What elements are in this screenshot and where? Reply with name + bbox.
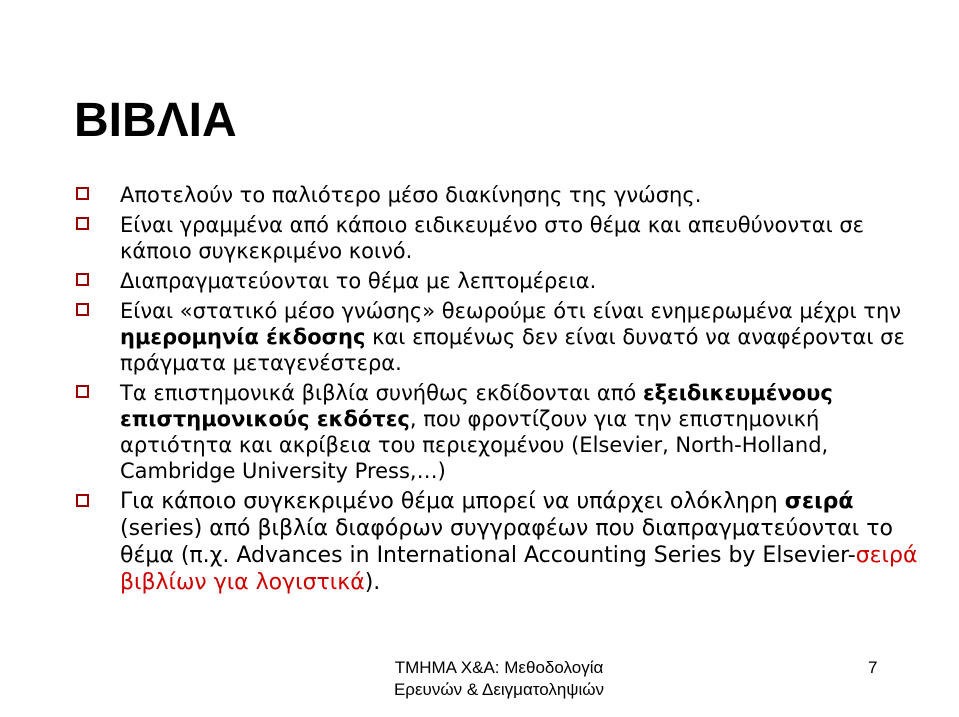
bullet-text-bold: ημερομηνία έκδοσης bbox=[120, 325, 366, 349]
footer-line-2: Ερευνών & Δειγματοληψιών bbox=[393, 680, 605, 699]
bullet-text-pre: Για κάποιο συγκεκριμένο θέμα μπορεί να υπάρχει ολόκληρη bbox=[120, 489, 785, 514]
bullet-text-post: , που φροντίζουν για την επιστημονική αρτιότητα και ακρίβεια του περιεχομένου (Elsevier, North-Holland, Cambridge University Press,…) bbox=[120, 407, 829, 483]
bullet-text-pre: Είναι «στατικό μέσο γνώσης» θεωρούμε ότι είναι ενημερωμένα μέχρι την bbox=[120, 299, 901, 323]
square-bullet-icon bbox=[76, 217, 89, 230]
footer-line-1: ΤΜΗΜΑ Χ&Α: Μεθοδολογία bbox=[394, 658, 604, 677]
bullet-text-post: (series) από βιβλία διαφόρων συγγραφέων που διαπραγματεύονται το θέμα (π.χ. Advances in International Accounting Series by Elsevier- bbox=[120, 516, 893, 568]
footer-text bbox=[369, 657, 629, 701]
bullet-text-bold: εξειδικευμένους επιστημονικούς εκδότες bbox=[120, 381, 833, 431]
bullet-text: Αποτελούν το παλιότερο μέσο διακίνησης της γνώσης. bbox=[120, 183, 702, 207]
bullet-text-highlight: σειρά βιβλίων για λογιστικά bbox=[120, 543, 918, 595]
bullet-text-pre: Τα επιστημονικά βιβλία συνήθως εκδίδονται από bbox=[120, 381, 643, 405]
list-item bbox=[72, 268, 932, 294]
list-item bbox=[72, 212, 932, 264]
list-item bbox=[72, 298, 932, 376]
square-bullet-icon bbox=[76, 303, 89, 316]
slide-title: ΒΙΒΛΙΑ bbox=[74, 94, 237, 147]
bullet-list bbox=[72, 182, 932, 600]
bullet-text: Διαπραγματεύονται το θέμα με λεπτομέρεια. bbox=[120, 269, 597, 293]
bullet-text-post: και επομένως δεν είναι δυνατό να αναφέρονται σε πράγματα μεταγενέστερα. bbox=[120, 325, 905, 375]
list-item bbox=[72, 380, 932, 484]
square-bullet-icon bbox=[76, 494, 89, 507]
square-bullet-icon bbox=[76, 273, 89, 286]
bullet-text-bold: σειρά bbox=[784, 489, 854, 514]
page-number: 7 bbox=[868, 658, 878, 677]
list-item bbox=[72, 488, 932, 596]
bullet-text-end: ). bbox=[364, 570, 381, 595]
list-item bbox=[72, 182, 932, 208]
square-bullet-icon bbox=[76, 187, 89, 200]
bullet-text: Είναι γραμμένα από κάποιο ειδικευμένο στο θέμα και απευθύνονται σε κάποιο συγκεκριμένο κοινό. bbox=[120, 213, 865, 263]
square-bullet-icon bbox=[76, 385, 89, 398]
